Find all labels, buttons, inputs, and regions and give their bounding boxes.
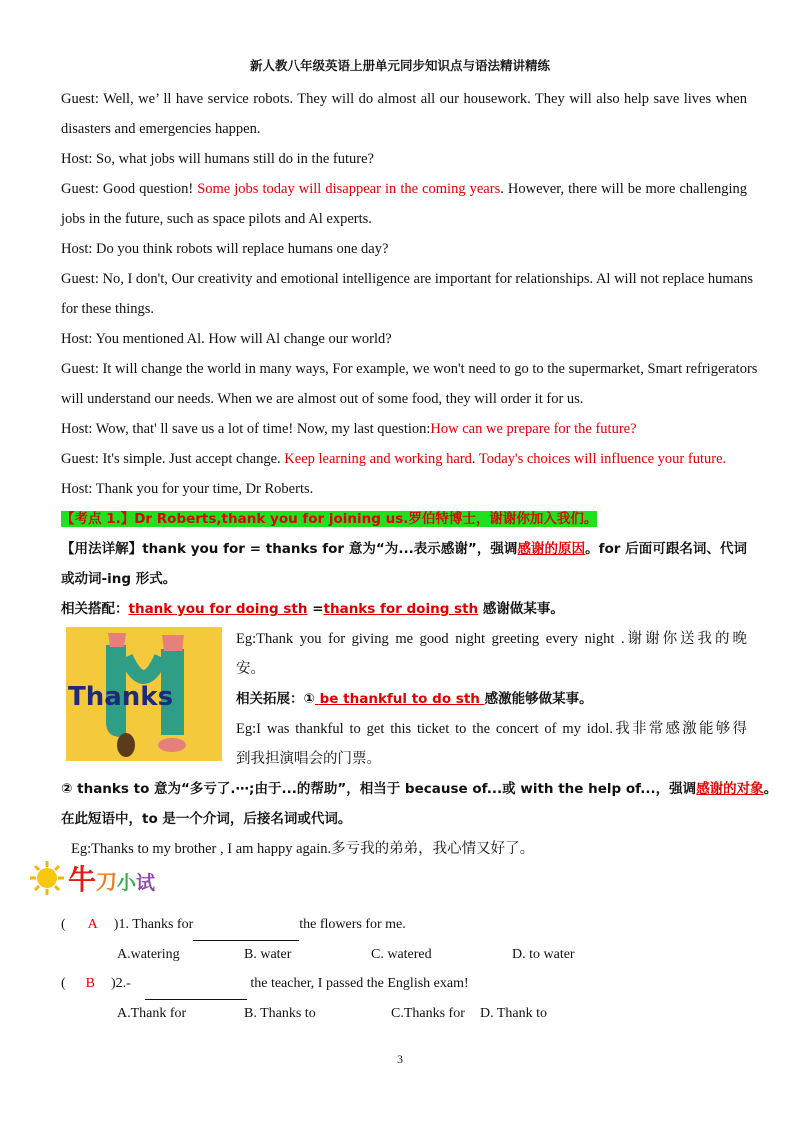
item-thanks-to: ② thanks to 意为“多亏了.⋯;由于...的帮助”，相当于 because of...或 with the help of...，强调感谢的对象。: [61, 781, 778, 797]
option: B. Thanks to: [244, 1006, 316, 1021]
highlight-sentence: Today's choices will influence your future.: [478, 451, 727, 467]
dialogue-line: Host: Thank you for your time, Dr Roberts.: [61, 481, 314, 497]
page-number: 3: [397, 1052, 403, 1066]
expansion: 相关拓展：① be thankful to do sth 感激能够做某事。: [236, 691, 593, 707]
dialogue-line: Guest: It's simple. Just accept change. Keep learning and working hard. Today's choices will influence your future.: [61, 451, 727, 467]
emphasis-reason: 感谢的原因: [517, 541, 586, 557]
key-point: [61, 504, 747, 534]
usage-explanation: 【用法详解】thank you for = thanks for 意为“为...表示感谢”，强调感谢的原因。for 后面可跟名词、代词: [61, 541, 748, 557]
phrase: be thankful to do sth: [314, 691, 485, 707]
highlight-sentence: Some jobs today will disappear in the coming years: [197, 181, 501, 197]
option: D. Thank to: [480, 1006, 548, 1021]
related-phrases: 相关搭配：thank you for doing sth =thanks for doing sth 感谢做某事。: [61, 601, 564, 617]
thanks-illustration: [66, 627, 222, 761]
dialogue-line: for these things.: [61, 301, 155, 317]
phrase: thank you for doing sth: [128, 601, 308, 617]
option: D. to water: [512, 947, 575, 962]
dialogue-line: Guest: It will change the world in many ways, For example, we won't need to go to the supermarket, Smart refrigerators: [61, 361, 758, 377]
item-thanks-to: 在此短语中，to 是一个介词，后接名词或代词。: [61, 811, 352, 827]
emphasis-object: 感谢的对象: [696, 781, 764, 797]
image-text: Thanks: [68, 682, 174, 712]
exercise-question-2: ( B )2.- the teacher, I passed the English exam!: [61, 969, 469, 999]
dialogue-line: Host: So, what jobs will humans still do in the future?: [61, 151, 374, 167]
dialogue-line: will understand our needs. When we are almost out of some food, they will order it for us.: [61, 391, 584, 407]
example-sentence: 到我担演唱会的门票。: [236, 751, 381, 767]
answer-mark: B: [85, 976, 96, 991]
dialogue-line: Host: Do you think robots will replace humans one day?: [61, 241, 389, 257]
example-sentence: Eg:I was thankful to get this ticket to the concert of my idol.我非常感激能够得: [236, 721, 747, 737]
option: B. water: [244, 947, 292, 962]
exercise-question-1: ( A )1. Thanks for the flowers for me.: [61, 910, 406, 940]
dialogue-line: Guest: Good question! Some jobs today will disappear in the coming years. However, there will be more challenging: [61, 181, 747, 197]
answer-mark: A: [87, 917, 98, 932]
option: A.watering: [117, 947, 180, 962]
phrase: thanks for doing sth: [323, 601, 479, 617]
highlight-sentence: How can we prepare for the future?: [430, 421, 637, 437]
dialogue-line: Host: Wow, that' ll save us a lot of time! Now, my last question:How can we prepare for the future?: [61, 421, 637, 437]
dialogue-line: Guest: No, I don't, Our creativity and emotional intelligence are important for relationships. Al will not replace humans: [61, 271, 753, 287]
option: C. watered: [371, 947, 432, 962]
section-title: 牛刀小试: [68, 863, 156, 896]
example-sentence: 安。: [236, 661, 265, 677]
dialogue-line: disasters and emergencies happen.: [61, 121, 261, 137]
key-point-text: 【考点 1.】Dr Roberts,thank you for joining us.罗伯特博士，谢谢你加入我们。: [61, 511, 598, 527]
usage-explanation: 或动词-ing 形式。: [61, 571, 177, 587]
example-sentence: Eg:Thank you for giving me good night greeting every night .谢谢你送我的晚: [236, 631, 747, 647]
page-header: 新人教八年级英语上册单元同步知识点与语法精讲精练: [249, 58, 550, 73]
example-sentence: Eg:Thanks to my brother , I am happy again.多亏我的弟弟，我心情又好了。: [71, 841, 535, 857]
dialogue-line: Guest: Well, we’ ll have service robots. They will do almost all our housework. They will also help save lives when: [61, 91, 747, 107]
dialogue-line: Host: You mentioned Al. How will Al change our world?: [61, 331, 392, 347]
highlight-sentence: Keep learning and working hard: [284, 451, 472, 467]
option: C.Thanks for: [391, 1006, 465, 1021]
answer-blank[interactable]: [145, 969, 247, 1000]
dialogue-line: jobs in the future, such as space pilots and Al experts.: [61, 211, 372, 227]
option: A.Thank for: [117, 1006, 187, 1021]
answer-blank[interactable]: [193, 910, 299, 941]
sun-icon: [29, 860, 65, 896]
